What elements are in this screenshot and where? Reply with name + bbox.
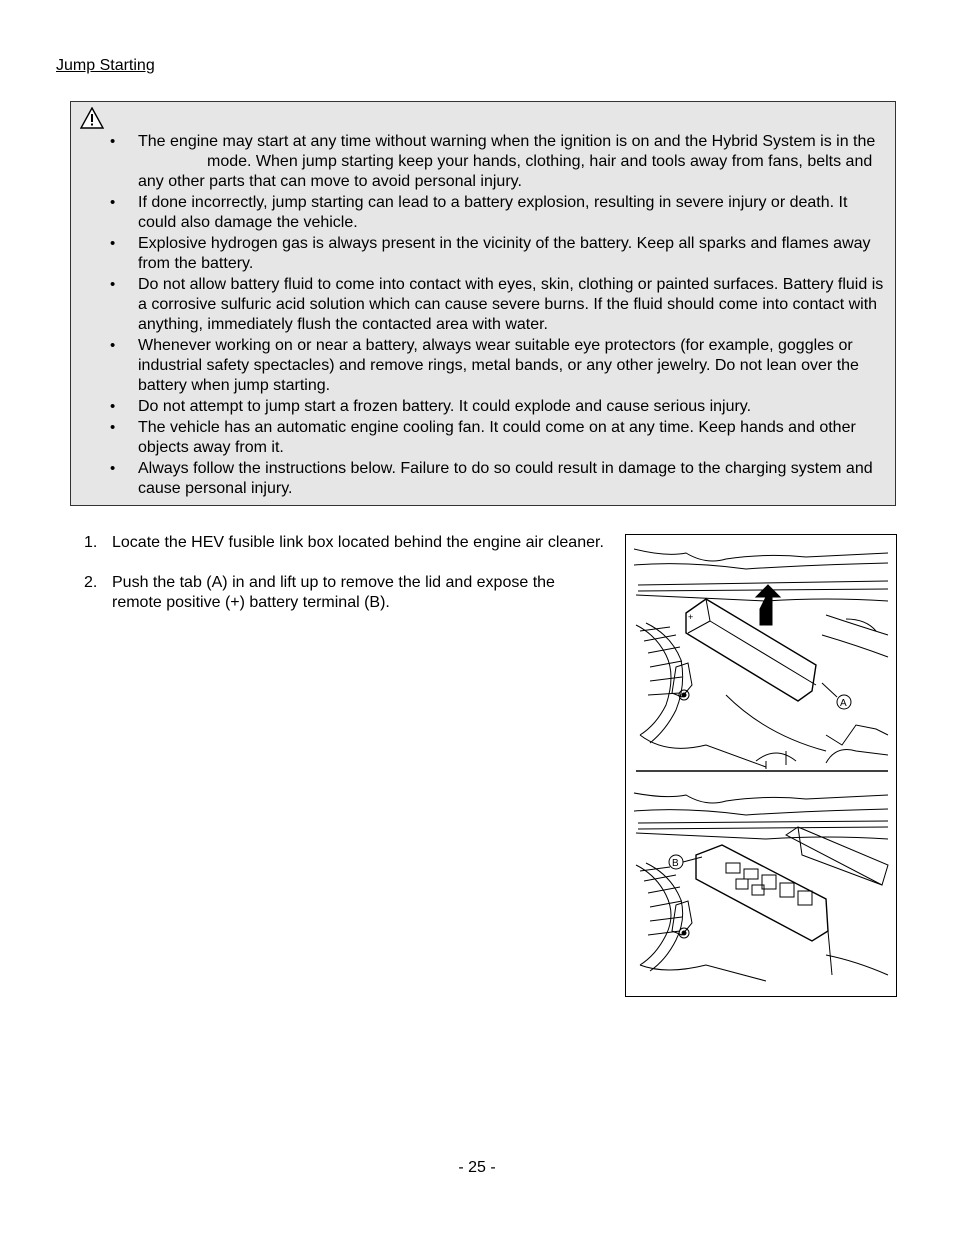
warning-item xyxy=(71,397,888,417)
warning-item xyxy=(71,275,888,335)
fusible-link-box-figure xyxy=(625,534,897,997)
warning-text-pre: The engine may start at any time without warning when the ignition is on and the Hybrid System is in the xyxy=(138,133,876,150)
instruction-steps xyxy=(84,533,604,633)
warning-text: The vehicle has an automatic engine cooling fan. It could come on at any time. Keep hands and other objects away from it. xyxy=(138,419,856,456)
plus-label: + xyxy=(688,612,694,622)
bullet: • xyxy=(110,276,116,293)
bullet: • xyxy=(110,419,116,436)
step-item xyxy=(84,533,604,553)
step-text: Push the tab (A) in and lift up to remove the lid and expose the remote positive (+) battery terminal (B). xyxy=(112,574,555,611)
warning-text: If done incorrectly, jump starting can lead to a battery explosion, resulting in severe injury or death. It could also damage the vehicle. xyxy=(138,194,848,231)
warning-item xyxy=(71,459,888,499)
section-title: Jump Starting xyxy=(56,57,155,74)
warning-item xyxy=(71,193,888,233)
engine-bay-illustration xyxy=(626,535,896,996)
warning-text: Do not allow battery fluid to come into contact with eyes, skin, clothing or painted surfaces. Battery fluid is a corrosive sulfuric acid solution which can cause severe burns. If the fluid should come into contact with anything, immediately flush the contacted area with water. xyxy=(138,276,884,333)
step-number: 2. xyxy=(84,574,98,591)
label-b: B xyxy=(672,858,679,869)
warning-text: Whenever working on or near a battery, always wear suitable eye protectors (for example, goggles or industrial safety spectacles) and remove rings, metal bands, or any other jewelry. Do not lean over the battery when jump starting. xyxy=(138,337,859,394)
warning-text: Explosive hydrogen gas is always present in the vicinity of the battery. Keep all sparks and flames away from the battery. xyxy=(138,235,871,272)
warning-item xyxy=(71,132,888,192)
warning-item xyxy=(71,418,888,458)
label-a: A xyxy=(840,698,847,709)
warning-item xyxy=(71,336,888,396)
bullet: • xyxy=(110,398,116,415)
bullet: • xyxy=(110,133,116,150)
warning-text-post: mode. When jump starting keep your hands, clothing, hair and tools away from fans, belts and any other parts that can move to avoid personal injury. xyxy=(138,153,873,190)
step-item xyxy=(84,573,604,613)
warning-text: Do not attempt to jump start a frozen battery. It could explode and cause serious injury. xyxy=(138,398,752,415)
step-text: Locate the HEV fusible link box located behind the engine air cleaner. xyxy=(112,534,604,551)
bullet: • xyxy=(110,337,116,354)
step-number: 1. xyxy=(84,534,98,551)
warning-list xyxy=(71,132,888,500)
warning-box xyxy=(70,101,896,506)
warning-item xyxy=(71,234,888,274)
warning-triangle-icon xyxy=(80,107,104,129)
warning-text: Always follow the instructions below. Failure to do so could result in damage to the charging system and cause personal injury. xyxy=(138,460,873,497)
page-number: - 25 - xyxy=(458,1159,496,1176)
bullet: • xyxy=(110,235,116,252)
bullet: • xyxy=(110,460,116,477)
bullet: • xyxy=(110,194,116,211)
